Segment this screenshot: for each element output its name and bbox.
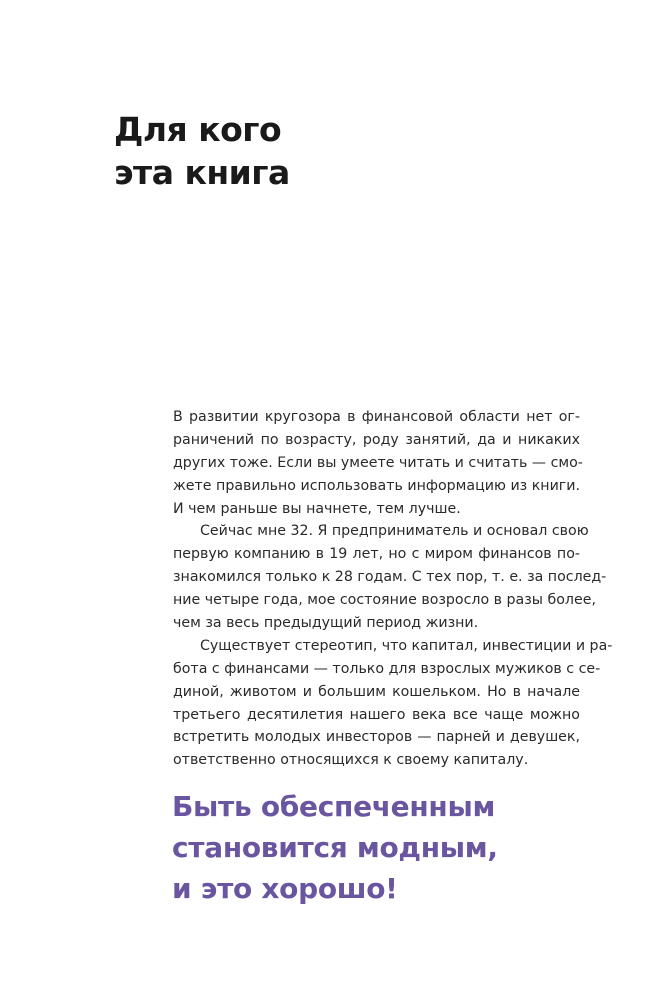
text-line: диной, животом и большим кошельком. Но в начале [173,683,580,700]
text-line: чем за весь предыдущий период жизни. [173,615,479,632]
text-line: ние четыре года, мое состояние возросло в разы более, [173,592,596,609]
text-line: И чем раньше вы начнете, тем лучше. [173,500,461,517]
pull-quote [172,786,498,909]
paragraph [173,635,613,772]
quote-line: становится модным, [172,831,498,864]
text-line: В развитии кругозора в финансовой области нет ог- [173,409,580,425]
quote-line: и это хорошо! [172,872,398,905]
text-line: знакомился только к 28 годам. С тех пор, т. е. за послед- [173,569,607,586]
text-line: третьего десятилетия нашего века все чаще можно [173,706,580,723]
paragraph [173,520,607,634]
text-line: Существует стереотип, что капитал, инвестиции и ра- [200,637,613,654]
quote-line: Быть обеспеченным [172,790,496,823]
title-line: Для кого [114,110,282,149]
text-line: ответственно относящихся к своему капиталу. [173,752,529,769]
text-line: других тоже. Если вы умеете читать и считать — смо- [173,454,583,471]
title-line: эта книга [114,153,290,192]
text-line: Сейчас мне 32. Я предприниматель и основал свою [200,523,589,540]
text-line: раничений по возрасту, роду занятий, да и никаких [173,431,580,448]
page-title [114,108,290,194]
text-line: бота с финансами — только для взрослых мужиков с се- [173,660,601,677]
text-line: встретить молодых инвесторов — парней и девушек, [173,729,580,746]
text-line: первую компанию в 19 лет, но с миром финансов по- [173,546,580,563]
paragraph [173,406,583,520]
text-line: жете правильно использовать информацию из книги. [173,477,580,494]
body-text [173,406,613,772]
